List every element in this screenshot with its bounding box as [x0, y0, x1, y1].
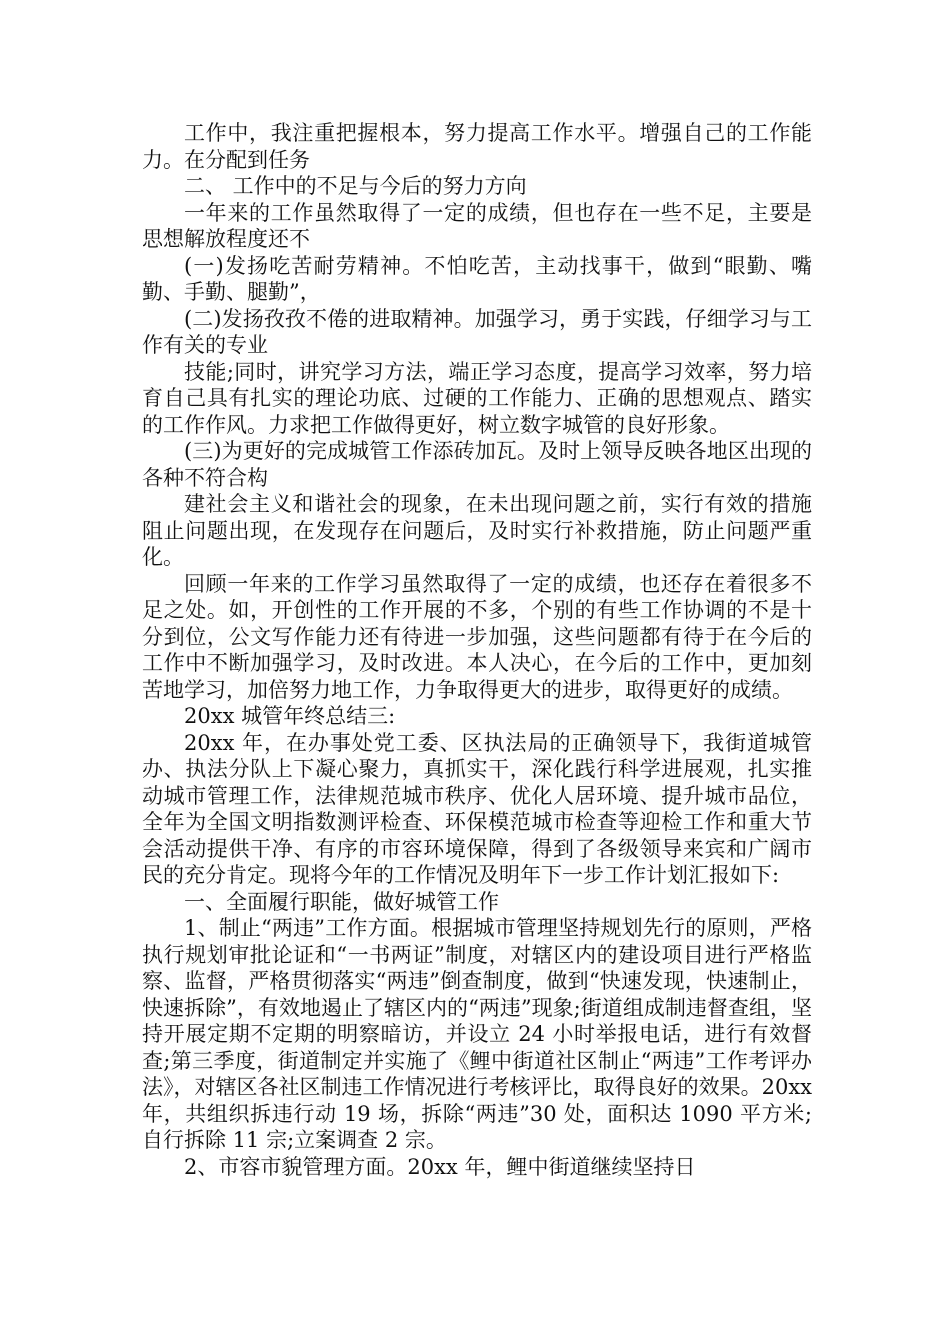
paragraph: 技能;同时，讲究学习方法，端正学习态度，提高学习效率，努力培育自己具有扎实的理论功底、过硬的工作能力、正确的思想观点、踏实的工作作风。力求把工作做得更好，树立数字城管的良好形象。: [142, 359, 812, 437]
paragraph: 一年来的工作虽然取得了一定的成绩，但也存在一些不足，主要是思想解放程度还不: [142, 200, 812, 251]
section-heading: 20xx 城管年终总结三:: [184, 704, 396, 728]
paragraph: (三)为更好的完成城管工作添砖加瓦。及时上领导反映各地区出现的各种不符合构: [142, 439, 812, 490]
paragraph: 1、制止“两违”工作方面。根据城市管理坚持规划先行的原则，严格执行规划审批论证和“一书两证”制度，对辖区内的建设项目进行严格监察、监督，严格贯彻落实“两违”倒查制度，做到“快速发现，快速制止，快速拆除”，有效地遏止了辖区内的“两违”现象;街道组成制违督查组，坚持开展定期不定期的明察暗访，并设立 24 小时举报电话，进行有效督查;第三季度，街道制定并实施了《鲤中街道社区制止“两违”工作考评办法》，对辖区各社区制违工作情况进行考核评比，取得良好的效果。20xx 年，共组织拆违行动 19 场，拆除“两违”30 处，面积达 1090 平方米;自行拆除 11 宗;立案调查 2 宗。: [142, 916, 812, 1152]
paragraph: 回顾一年来的工作学习虽然取得了一定的成绩，也还存在着很多不足之处。如，开创性的工作开展的不多，个别的有些工作协调的不是十分到位，公文写作能力还有待进一步加强，这些问题都有待于在今后的工作中不断加强学习，及时改进。本人决心，在今后的工作中，更加刻苦地学习，加倍努力地工作，力争取得更大的进步，取得更好的成绩。: [142, 571, 812, 702]
paragraph: 20xx 年，在办事处党工委、区执法局的正确领导下，我街道城管办、执法分队上下凝心聚力，真抓实干，深化践行科学进展观，扎实推动城市管理工作，法律规范城市秩序、优化人居环境、提升城市品位，全年为全国文明指数测评检查、环保模范城市检查等迎检工作和重大节会活动提供干净、有序的市容环境保障，得到了各级领导来宾和广阔市民的充分肯定。现将今年的工作情况及明年下一步工作计划汇报如下:: [142, 730, 812, 887]
paragraph: (二)发扬孜孜不倦的进取精神。加强学习，勇于实践，仔细学习与工作有关的专业: [142, 306, 812, 357]
section-heading: 二、 工作中的不足与今后的努力方向: [184, 174, 527, 198]
paragraph: 工作中，我注重把握根本，努力提高工作水平。增强自己的工作能力。在分配到任务: [142, 121, 812, 172]
paragraph: 建社会主义和谐社会的现象，在未出现问题之前，实行有效的措施阻止问题出现，在发现存在问题后，及时实行补救措施，防止问题严重化。: [142, 492, 812, 569]
paragraph: (一)发扬吃苦耐劳精神。不怕吃苦，主动找事干，做到“眼勤、嘴勤、手勤、腿勤”，: [142, 253, 812, 304]
document-page: [142, 120, 812, 1180]
paragraph: 2、市容市貌管理方面。20xx 年，鲤中街道继续坚持日: [184, 1154, 696, 1179]
section-heading: 一、全面履行职能，做好城管工作: [184, 889, 499, 914]
